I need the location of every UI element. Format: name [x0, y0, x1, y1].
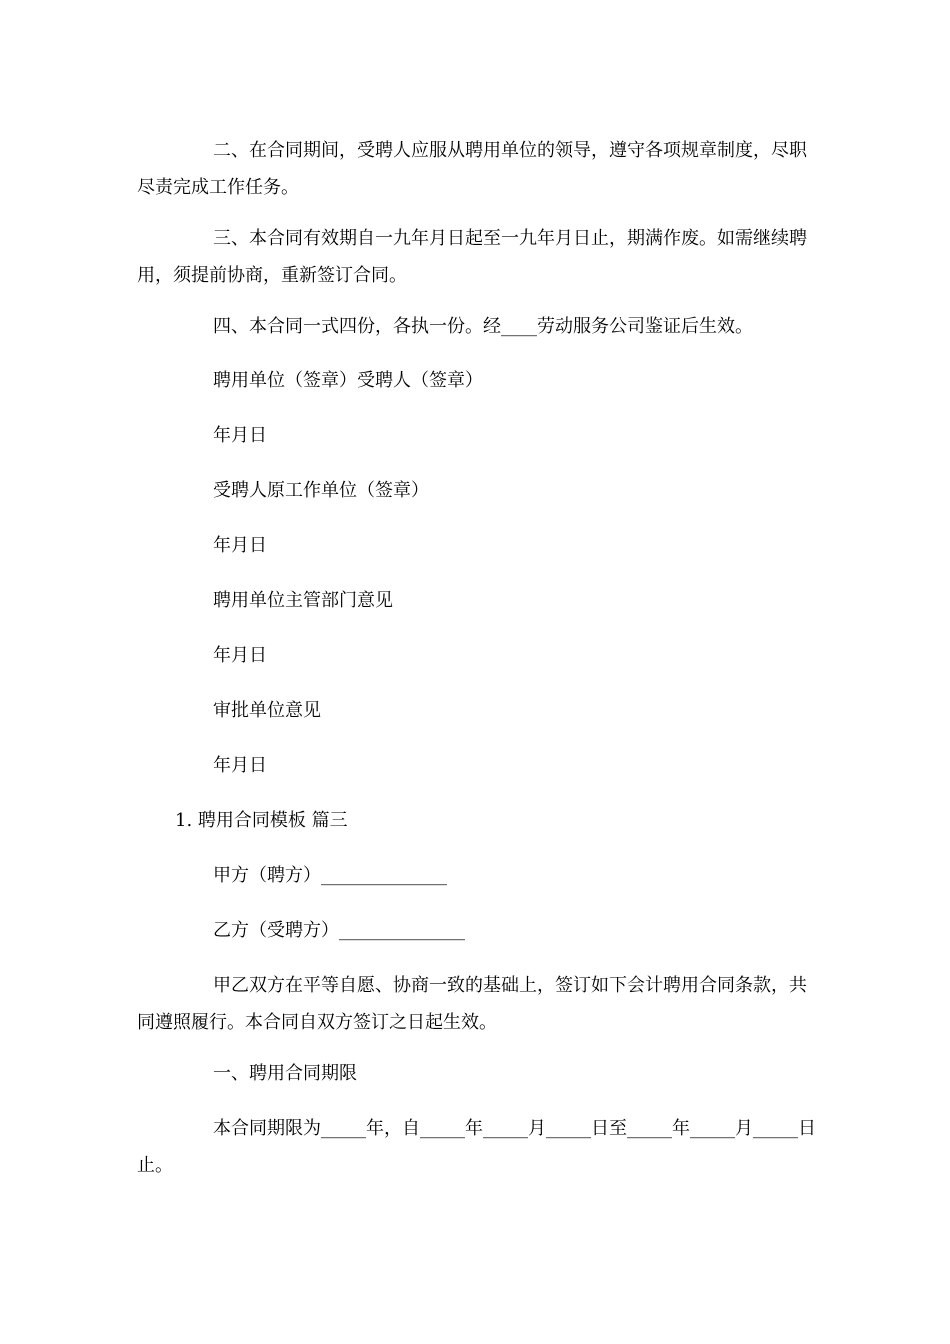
opinion-line-supervisor: 聘用单位主管部门意见	[213, 590, 393, 611]
signature-line-employer-employee: 聘用单位（签章）受聘人（签章）	[213, 370, 483, 391]
date-line-4: 年月日	[213, 755, 267, 776]
paragraph-clause-3: 三、本合同有效期自一九年月日起至一九年月日止，期满作废。如需继续聘用，须提前协商，重新签订合同。	[137, 228, 807, 286]
paragraph-clause-4: 四、本合同一式四份，各执一份。经____劳动服务公司鉴证后生效。	[213, 316, 753, 337]
opinion-line-approval: 审批单位意见	[213, 700, 321, 721]
date-line-2: 年月日	[213, 535, 267, 556]
date-line-3: 年月日	[213, 645, 267, 666]
paragraph-clause-2: 二、在合同期间，受聘人应服从聘用单位的领导，遵守各项规章制度，尽职尽责完成工作任务。	[137, 140, 807, 198]
party-a-line: 甲方（聘方）______________	[213, 865, 447, 886]
paragraph-agreement-basis: 甲乙双方在平等自愿、协商一致的基础上，签订如下会计聘用合同条款，共同遵照履行。本合同自双方签订之日起生效。	[137, 975, 807, 1033]
section-heading: 1. 聘用合同模板 篇三	[175, 810, 348, 831]
date-line-1: 年月日	[213, 425, 267, 446]
paragraph-term-dates: 本合同期限为_____年，自_____年_____月_____日至_____年_____月_____日止。	[137, 1118, 816, 1176]
signature-line-original-employer: 受聘人原工作单位（签章）	[213, 480, 429, 501]
party-b-line: 乙方（受聘方）______________	[213, 920, 465, 941]
heading-term: 一、聘用合同期限	[213, 1063, 357, 1084]
